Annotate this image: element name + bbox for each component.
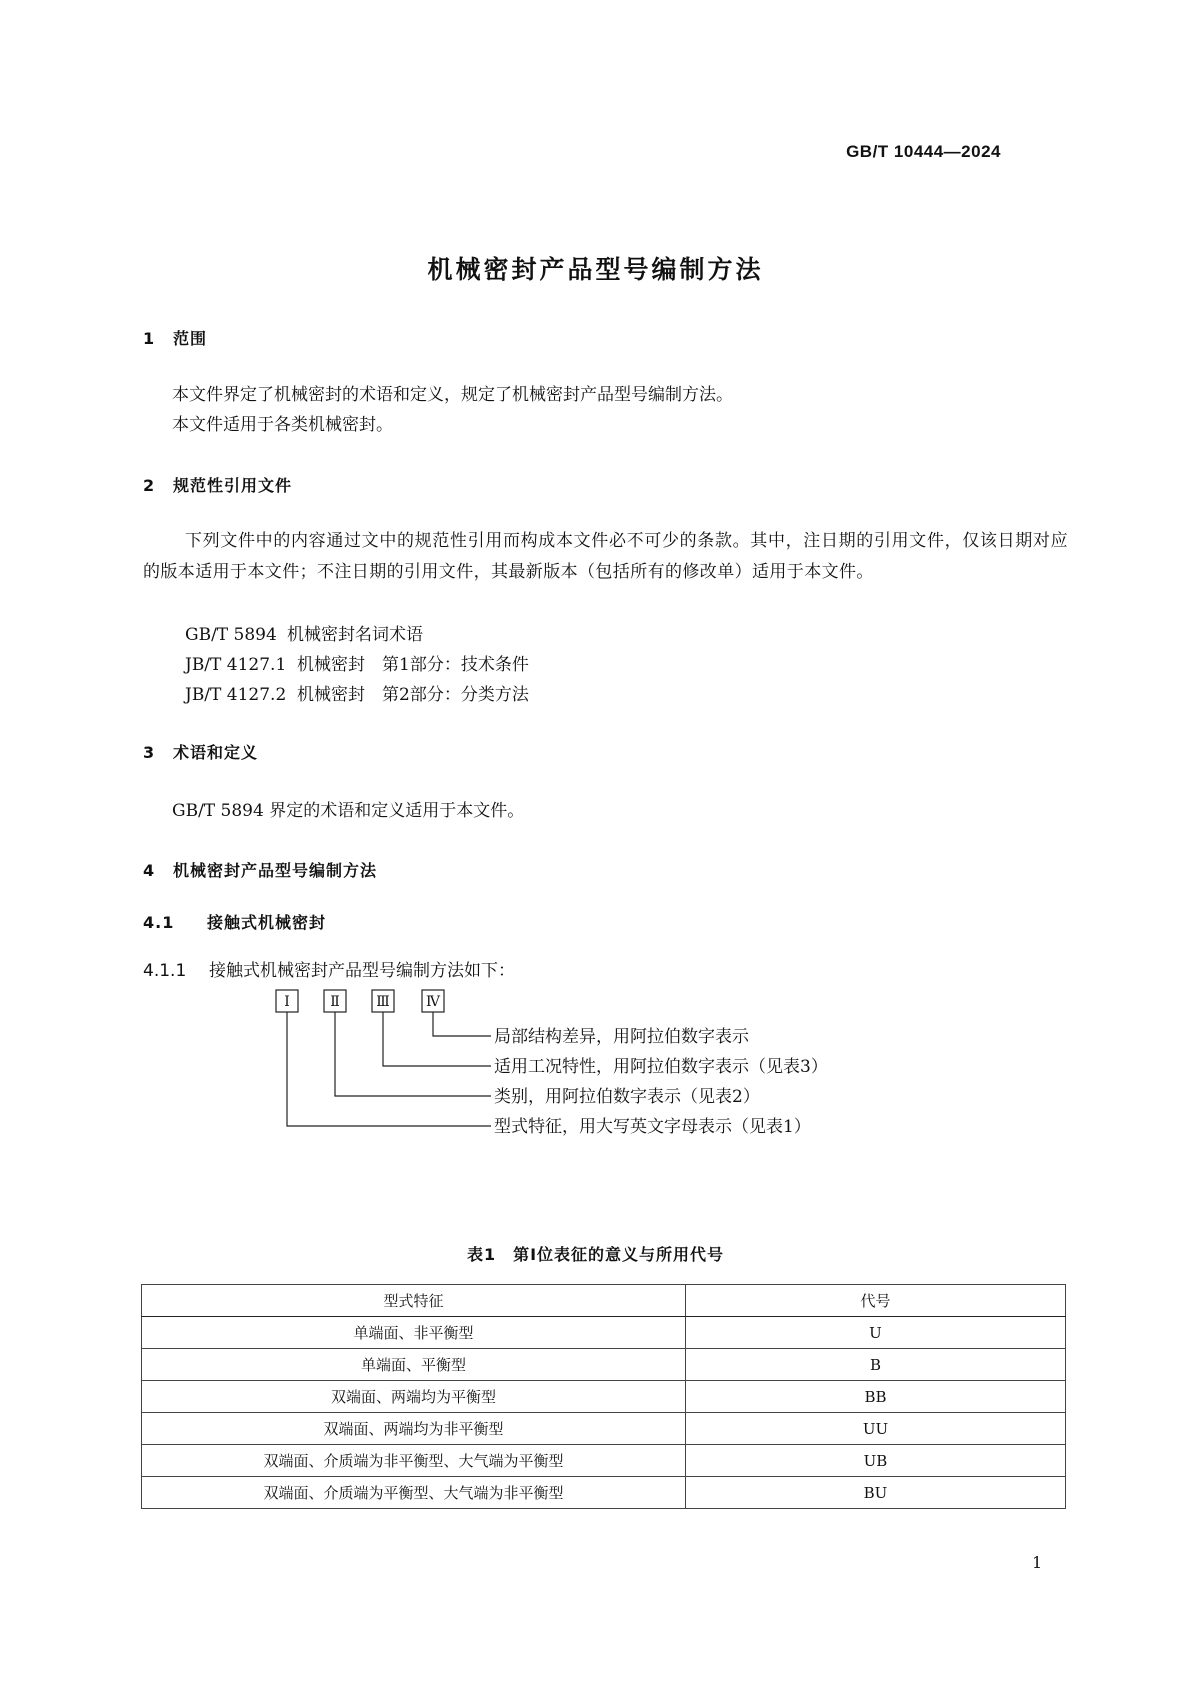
section-3-title: 术语和定义	[173, 743, 259, 762]
table-row	[142, 1413, 1066, 1445]
reference-code: GB/T 5894	[185, 625, 277, 645]
leader-line-4	[433, 1012, 491, 1036]
section-3-number: 3	[143, 743, 156, 762]
code-cell: U	[686, 1317, 1066, 1349]
diagram-label-3: 适用工况特性，用阿拉伯数字表示（见表3）	[494, 1057, 828, 1077]
code-cell: BB	[686, 1381, 1066, 1413]
normative-refs-intro: 下列文件中的内容通过文中的规范性引用而构成本文件必不可少的条款。其中，注日期的引用文件，仅该日期对应的版本适用于本文件；不注日期的引用文件，其最新版本（包括所有的修改单）适用于本文件。	[143, 531, 1068, 582]
diagram-label-1: 型式特征，用大写英文字母表示（见表1）	[494, 1117, 811, 1137]
type-feature-cell: 单端面、非平衡型	[142, 1317, 686, 1349]
section-2-title: 规范性引用文件	[173, 476, 293, 495]
section-1-number: 1	[143, 329, 156, 348]
subsection-4-1-title: 接触式机械密封	[207, 913, 327, 932]
reference-title: 机械密封名词术语	[287, 625, 423, 645]
table-row	[142, 1445, 1066, 1477]
document-title: 机械密封产品型号编制方法	[427, 255, 764, 284]
position-box-4-label: Ⅳ	[426, 994, 440, 1010]
section-4-number: 4	[143, 861, 156, 880]
terms-paragraph: GB/T 5894 界定的术语和定义适用于本文件。	[172, 801, 525, 821]
type-feature-cell: 双端面、两端均为非平衡型	[142, 1413, 686, 1445]
table-header-cell: 型式特征	[142, 1285, 686, 1317]
reference-code: JB/T 4127.2	[185, 685, 287, 705]
section-4-title: 机械密封产品型号编制方法	[173, 861, 378, 880]
type-feature-cell: 单端面、平衡型	[142, 1349, 686, 1381]
position-box-1-label: Ⅰ	[284, 994, 290, 1010]
diagram-label-4: 局部结构差异，用阿拉伯数字表示	[494, 1027, 749, 1047]
leader-line-3	[383, 1012, 491, 1066]
section-2-number: 2	[143, 476, 156, 495]
diagram-label-2: 类别，用阿拉伯数字表示（见表2）	[494, 1087, 760, 1107]
section-1-title: 范围	[173, 329, 208, 348]
table-header-row	[142, 1285, 1066, 1317]
page-number: 1	[1032, 1553, 1043, 1572]
code-cell: BU	[686, 1477, 1066, 1509]
leader-line-1	[287, 1012, 491, 1126]
scope-paragraph-2: 本文件适用于各类机械密封。	[172, 415, 393, 435]
standard-code: GB/T 10444—2024	[846, 142, 1001, 161]
table-1	[141, 1284, 1066, 1509]
scope-paragraph-1: 本文件界定了机械密封的术语和定义，规定了机械密封产品型号编制方法。	[172, 385, 733, 405]
position-box-3-label: Ⅲ	[376, 994, 390, 1010]
type-feature-cell: 双端面、介质端为平衡型、大气端为非平衡型	[142, 1477, 686, 1509]
table-row	[142, 1349, 1066, 1381]
reference-title: 机械密封 第1部分：技术条件	[297, 655, 529, 675]
code-cell: UB	[686, 1445, 1066, 1477]
type-feature-cell: 双端面、介质端为非平衡型、大气端为平衡型	[142, 1445, 686, 1477]
clause-4-1-1-text: 接触式机械密封产品型号编制方法如下：	[209, 961, 515, 981]
clause-4-1-1-number: 4.1.1	[143, 961, 187, 981]
reference-title: 机械密封 第2部分：分类方法	[297, 685, 529, 705]
table-row	[142, 1381, 1066, 1413]
code-cell: B	[686, 1349, 1066, 1381]
leader-line-2	[335, 1012, 491, 1096]
table-1-caption: 表1 第Ⅰ位表征的意义与所用代号	[466, 1245, 725, 1264]
table-row	[142, 1317, 1066, 1349]
table-header-cell: 代号	[686, 1285, 1066, 1317]
position-box-2-label: Ⅱ	[330, 994, 340, 1010]
reference-code: JB/T 4127.1	[185, 655, 287, 675]
code-cell: UU	[686, 1413, 1066, 1445]
table-row	[142, 1477, 1066, 1509]
subsection-4-1-number: 4.1	[143, 913, 175, 932]
type-feature-cell: 双端面、两端均为平衡型	[142, 1381, 686, 1413]
